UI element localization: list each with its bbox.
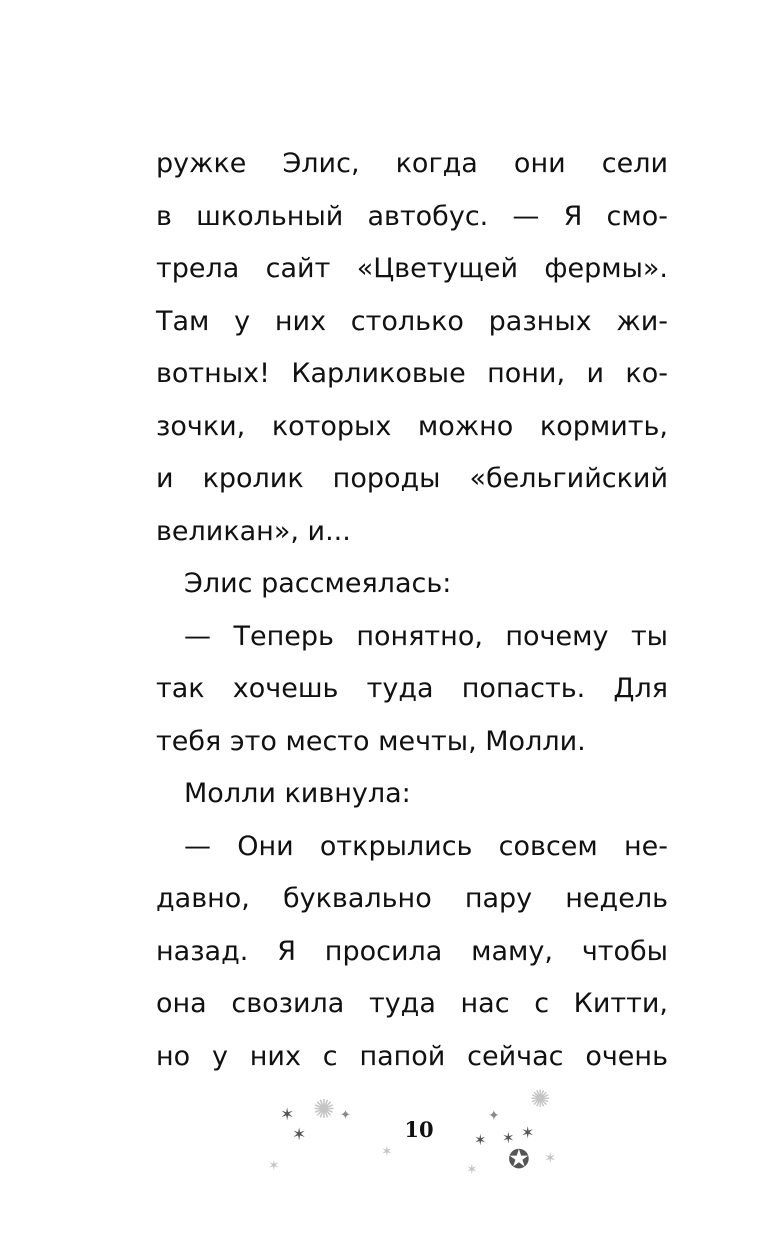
text-line: давно, буквально пару недель xyxy=(156,883,668,914)
star-icon: ✺ xyxy=(530,1085,551,1113)
star-icon: ✶ xyxy=(292,1125,307,1145)
text-line: — Они открылись совсем не- xyxy=(184,830,668,862)
page-number: 10 xyxy=(404,1117,434,1142)
star-icon: ✶ xyxy=(466,1162,478,1178)
star-icon: ✶ xyxy=(381,1144,393,1160)
text-line: Элис рассмеялась: xyxy=(184,568,452,599)
text-line: Молли кивнула: xyxy=(184,778,411,809)
text-line: назад. Я просила маму, чтобы xyxy=(156,935,668,967)
page-footer xyxy=(0,1085,768,1185)
star-icon: ✺ xyxy=(313,1095,335,1125)
body-text xyxy=(156,138,668,1083)
star-icon: ✶ xyxy=(544,1149,557,1167)
star-icon: ✶ xyxy=(268,1158,280,1174)
text-line: великан», и... xyxy=(156,515,351,547)
star-icon: ✶ xyxy=(521,1123,535,1142)
text-line: в школьный автобус. — Я смо- xyxy=(156,200,668,232)
star-icon: ✦ xyxy=(340,1108,351,1123)
text-line: но у них с папой сейчас очень xyxy=(156,1040,668,1072)
text-line: трела сайт «Цветущей фермы». xyxy=(156,253,668,284)
text-line: тебя это место мечты, Молли. xyxy=(156,725,586,757)
text-line: зочки, которых можно кормить, xyxy=(156,410,668,442)
star-icon: ✪ xyxy=(508,1145,530,1175)
text-line: так хочешь туда попасть. Для xyxy=(156,673,668,704)
star-icon: ✶ xyxy=(474,1131,487,1149)
text-line: ружке Элис, когда они сели xyxy=(156,148,668,179)
text-line: вотных! Карликовые пони, и ко- xyxy=(156,358,668,389)
text-line: Там у них столько разных жи- xyxy=(156,305,668,337)
star-icon: ✶ xyxy=(280,1105,295,1125)
text-line: и кролик породы «бельгийский xyxy=(156,463,668,494)
text-line: — Теперь понятно, почему ты xyxy=(184,620,668,652)
text-line: она свозила туда нас с Китти, xyxy=(156,988,668,1019)
star-icon: ✶ xyxy=(502,1129,515,1147)
star-icon: ✦ xyxy=(488,1108,500,1124)
